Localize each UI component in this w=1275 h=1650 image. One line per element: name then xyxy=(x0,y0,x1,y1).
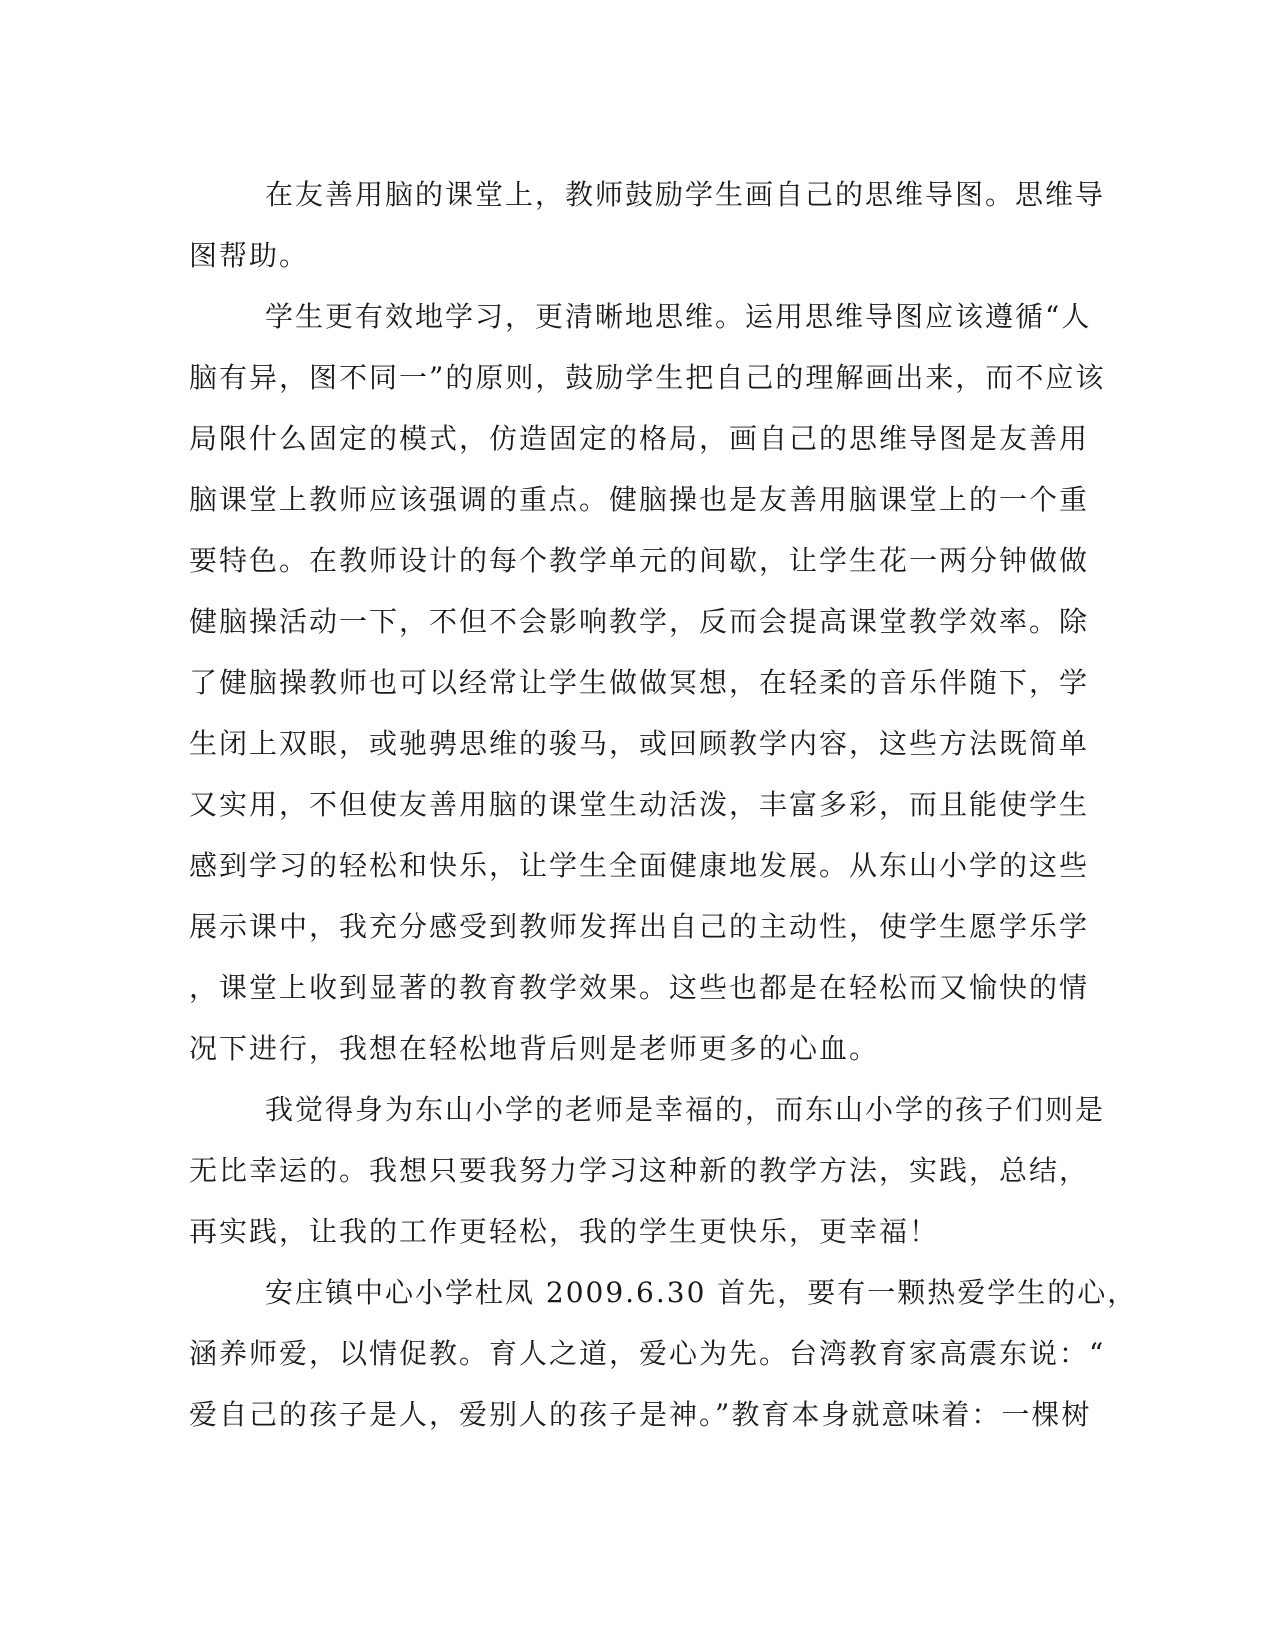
text-line: 脑课堂上教师应该强调的重点。健脑操也是友善用脑课堂上的一个重 xyxy=(189,483,1090,516)
text-line: 再实践，让我的工作更轻松，我的学生更快乐，更幸福！ xyxy=(189,1215,940,1248)
text-line: ，课堂上收到显著的教育教学效果。这些也都是在轻松而又愉快的情 xyxy=(189,971,1090,1004)
text-line: 况下进行，我想在轻松地背后则是老师更多的心血。 xyxy=(189,1032,880,1065)
text-line: 安庄镇中心小学杜凤 2009.6.30 首先，要有一颗热爱学生的心， xyxy=(265,1276,1138,1309)
text-line: 脑有异，图不同一”的原则，鼓励学生把自己的理解画出来，而不应该 xyxy=(189,361,1106,394)
text-line: 健脑操活动一下，不但不会影响教学，反而会提高课堂教学效率。除 xyxy=(189,605,1090,638)
text-line: 了健脑操教师也可以经常让学生做做冥想，在轻柔的音乐伴随下，学 xyxy=(189,666,1090,699)
text-line: 涵养师爱，以情促教。育人之道，爱心为先。台湾教育家高震东说：“ xyxy=(189,1337,1106,1370)
text-line: 无比幸运的。我想只要我努力学习这种新的教学方法，实践，总结， xyxy=(189,1154,1090,1187)
text-line: 生闭上双眼，或驰骋思维的骏马，或回顾教学内容，这些方法既简单 xyxy=(189,727,1090,760)
text-line: 我觉得身为东山小学的老师是幸福的，而东山小学的孩子们则是 xyxy=(265,1093,1106,1126)
text-line: 要特色。在教师设计的每个教学单元的间歇，让学生花一两分钟做做 xyxy=(189,544,1090,577)
text-line: 图帮助。 xyxy=(189,239,310,272)
body-text xyxy=(189,164,1138,1445)
text-line: 又实用，不但使友善用脑的课堂生动活泼，丰富多彩，而且能使学生 xyxy=(189,788,1090,821)
text-line: 展示课中，我充分感受到教师发挥出自己的主动性，使学生愿学乐学 xyxy=(189,910,1090,943)
text-line: 感到学习的轻松和快乐，让学生全面健康地发展。从东山小学的这些 xyxy=(189,849,1090,882)
text-line: 爱自己的孩子是人，爱别人的孩子是神。”教育本身就意味着：一棵树 xyxy=(189,1398,1092,1431)
text-line: 学生更有效地学习，更清晰地思维。运用思维导图应该遵循“人 xyxy=(265,300,1092,333)
text-line: 在友善用脑的课堂上，教师鼓励学生画自己的思维导图。思维导 xyxy=(265,178,1106,211)
text-line: 局限什么固定的模式，仿造固定的格局，画自己的思维导图是友善用 xyxy=(189,422,1090,455)
